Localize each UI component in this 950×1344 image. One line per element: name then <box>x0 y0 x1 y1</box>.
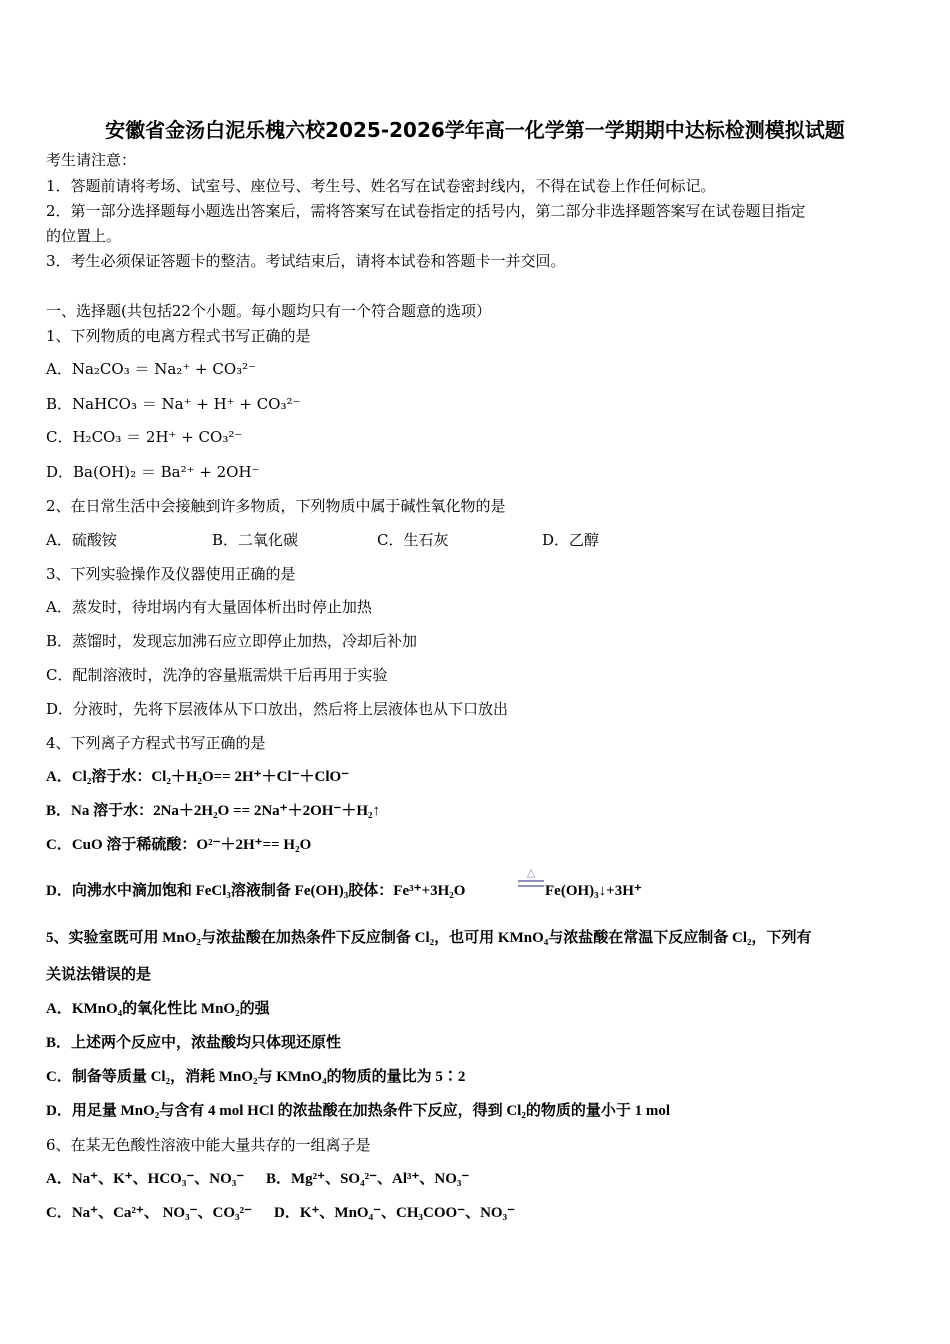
option: C．生石灰 <box>377 531 449 549</box>
option: C．CuO 溶于稀硫酸：O²⁻＋2H⁺== H₂O <box>46 837 312 853</box>
option: A．硫酸铵 <box>46 531 117 549</box>
question-stem: 4、下列离子方程式书写正确的是 <box>46 734 266 752</box>
heat-condition-icon: △ <box>518 868 544 887</box>
option: C．H₂CO₃ ＝ 2H⁺ + CO₃²⁻ <box>46 428 243 446</box>
section-heading: 一、选择题(共包括22个小题。每小题均只有一个符合题意的选项） <box>46 302 491 320</box>
notice-heading: 考生请注意： <box>46 151 137 169</box>
page-title: 安徽省金汤白泥乐槐六校2025-2026学年高一化学第一学期期中达标检测模拟试题 <box>105 118 845 142</box>
option: B．Na 溶于水：2Na＋2H₂O == 2Na⁺＋2OH⁻＋H₂↑ <box>46 803 381 819</box>
option: A．KMnO₄的氧化性比 MnO₂的强 <box>46 1001 270 1017</box>
notice-item: 1．答题前请将考场、试室号、座位号、考生号、姓名写在试卷密封线内，不得在试卷上作任何标记。 <box>46 177 716 195</box>
option: A．Na⁺、K⁺、HCO₃⁻、NO₃⁻ <box>46 1171 245 1187</box>
option: B．二氧化碳 <box>212 531 299 549</box>
option: C．配制溶液时，洗净的容量瓶需烘干后再用于实验 <box>46 666 388 684</box>
option: B．Mg²⁺、SO₄²⁻、Al³⁺、NO₃⁻ <box>266 1171 470 1187</box>
notice-item: 3．考生必须保证答题卡的整洁。考试结束后，请将本试卷和答题卡一并交回。 <box>46 252 566 270</box>
option: A．Na₂CO₃ ＝ Na₂⁺ + CO₃²⁻ <box>46 360 257 378</box>
option: B．NaHCO₃ ＝ Na⁺ + H⁺ + CO₃²⁻ <box>46 395 301 413</box>
option: B．上述两个反应中，浓盐酸均只体现还原性 <box>46 1035 342 1051</box>
option: A．蒸发时，待坩埚内有大量固体析出时停止加热 <box>46 598 372 616</box>
option: D．K⁺、MnO₄⁻、CH₃COO⁻、NO₃⁻ <box>274 1205 515 1221</box>
option: C．Na⁺、Ca²⁺、 NO₃⁻、CO₃²⁻ <box>46 1205 252 1221</box>
option: A．Cl₂溶于水：Cl₂＋H₂O== 2H⁺＋Cl⁻＋ClO⁻ <box>46 769 350 785</box>
notice-item: 2．第一部分选择题每小题选出答案后，需将答案写在试卷指定的括号内，第二部分非选择题答案写在试卷题目指定 <box>46 202 806 220</box>
question-stem: 3、下列实验操作及仪器使用正确的是 <box>46 565 296 583</box>
question-stem: 2、在日常生活中会接触到许多物质，下列物质中属于碱性氧化物的是 <box>46 497 506 515</box>
notice-item: 的位置上。 <box>46 227 122 245</box>
option: B．蒸馏时，发现忘加沸石应立即停止加热，冷却后补加 <box>46 632 418 650</box>
option: D．乙醇 <box>542 531 600 549</box>
option: D．分液时，先将下层液体从下口放出，然后将上层液体也从下口放出 <box>46 700 509 718</box>
option: C．制备等质量 Cl₂，消耗 MnO₂与 KMnO₄的物质的量比为 5∶2 <box>46 1069 466 1085</box>
question-stem-continuation: 关说法错误的是 <box>46 967 152 983</box>
option: D．用足量 MnO₂与含有 4 mol HCl 的浓盐酸在加热条件下反应，得到 Cl₂的物质的量小于 1 mol <box>46 1103 670 1119</box>
option: D．Ba(OH)₂ ＝ Ba²⁺ + 2OH⁻ <box>46 463 260 481</box>
question-stem: 1、下列物质的电离方程式书写正确的是 <box>46 327 311 345</box>
option: D．向沸水中滴加饱和 FeCl₃溶液制备 Fe(OH)₃胶体：Fe³⁺+3H₂O <box>46 883 466 899</box>
option-continuation: Fe(OH)₃↓+3H⁺ <box>545 883 642 899</box>
question-stem: 5、实验室既可用 MnO₂与浓盐酸在加热条件下反应制备 Cl₂，也可用 KMnO₄与浓盐酸在常温下反应制备 Cl₂，下列有 <box>46 930 812 946</box>
question-stem: 6、在某无色酸性溶液中能大量共存的一组离子是 <box>46 1136 371 1154</box>
